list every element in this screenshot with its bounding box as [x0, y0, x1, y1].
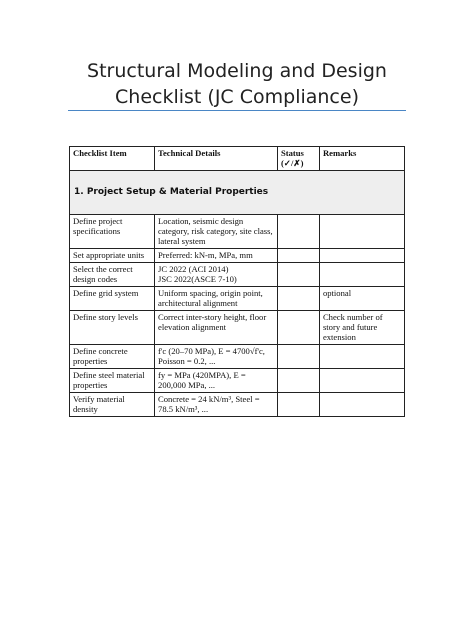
cell-remarks: Check number of story and future extension	[319, 311, 404, 345]
cell-technical-details: JC 2022 (ACI 2014) JSC 2022(ASCE 7-10)	[155, 263, 278, 287]
table-row	[70, 215, 405, 249]
cell-status[interactable]	[277, 345, 319, 369]
title-divider	[68, 110, 406, 111]
cell-checklist-item: Verify material density	[70, 393, 155, 417]
cell-checklist-item: Set appropriate units	[70, 249, 155, 263]
table-row	[70, 393, 405, 417]
table-row	[70, 345, 405, 369]
header-remarks: Remarks	[319, 147, 404, 171]
checklist-table	[69, 146, 405, 417]
header-checklist-item: Checklist Item	[70, 147, 155, 171]
cell-technical-details: Correct inter-story height, floor elevation alignment	[155, 311, 278, 345]
table-row	[70, 369, 405, 393]
cell-status[interactable]	[277, 311, 319, 345]
cell-technical-details: fy = MPa (420MPA), E = 200,000 MPa, ...	[155, 369, 278, 393]
cell-checklist-item: Select the correct design codes	[70, 263, 155, 287]
table-row	[70, 311, 405, 345]
header-status: Status (✓/✗)	[277, 147, 319, 171]
section-title: 1. Project Setup & Material Properties	[70, 171, 405, 215]
cell-status[interactable]	[277, 215, 319, 249]
cell-remarks	[319, 369, 404, 393]
table-row	[70, 263, 405, 287]
cell-remarks: optional	[319, 287, 404, 311]
cell-technical-details: Uniform spacing, origin point, architectural alignment	[155, 287, 278, 311]
header-technical-details: Technical Details	[155, 147, 278, 171]
cell-remarks	[319, 215, 404, 249]
cell-status[interactable]	[277, 393, 319, 417]
cell-remarks	[319, 263, 404, 287]
cell-checklist-item: Define concrete properties	[70, 345, 155, 369]
cell-status[interactable]	[277, 263, 319, 287]
cell-checklist-item: Define steel material properties	[70, 369, 155, 393]
cell-technical-details: Concrete = 24 kN/m³, Steel = 78.5 kN/m³, ...	[155, 393, 278, 417]
cell-checklist-item: Define story levels	[70, 311, 155, 345]
cell-technical-details: f'c (20–70 MPa), E = 4700√f'c, Poisson = 0.2, ...	[155, 345, 278, 369]
table-row	[70, 287, 405, 311]
section-row	[70, 171, 405, 215]
cell-checklist-item: Define project specifications	[70, 215, 155, 249]
cell-remarks	[319, 249, 404, 263]
cell-status[interactable]	[277, 287, 319, 311]
cell-technical-details: Preferred: kN-m, MPa, mm	[155, 249, 278, 263]
cell-remarks	[319, 393, 404, 417]
title-line-1: Structural Modeling and Design	[87, 60, 387, 82]
cell-checklist-item: Define grid system	[70, 287, 155, 311]
table-row	[70, 249, 405, 263]
cell-status[interactable]	[277, 249, 319, 263]
title-line-2: Checklist (JC Compliance)	[115, 86, 359, 108]
cell-status[interactable]	[277, 369, 319, 393]
cell-technical-details: Location, seismic design category, risk category, site class, lateral system	[155, 215, 278, 249]
document-title	[60, 58, 414, 110]
table-header-row	[70, 147, 405, 171]
cell-remarks	[319, 345, 404, 369]
